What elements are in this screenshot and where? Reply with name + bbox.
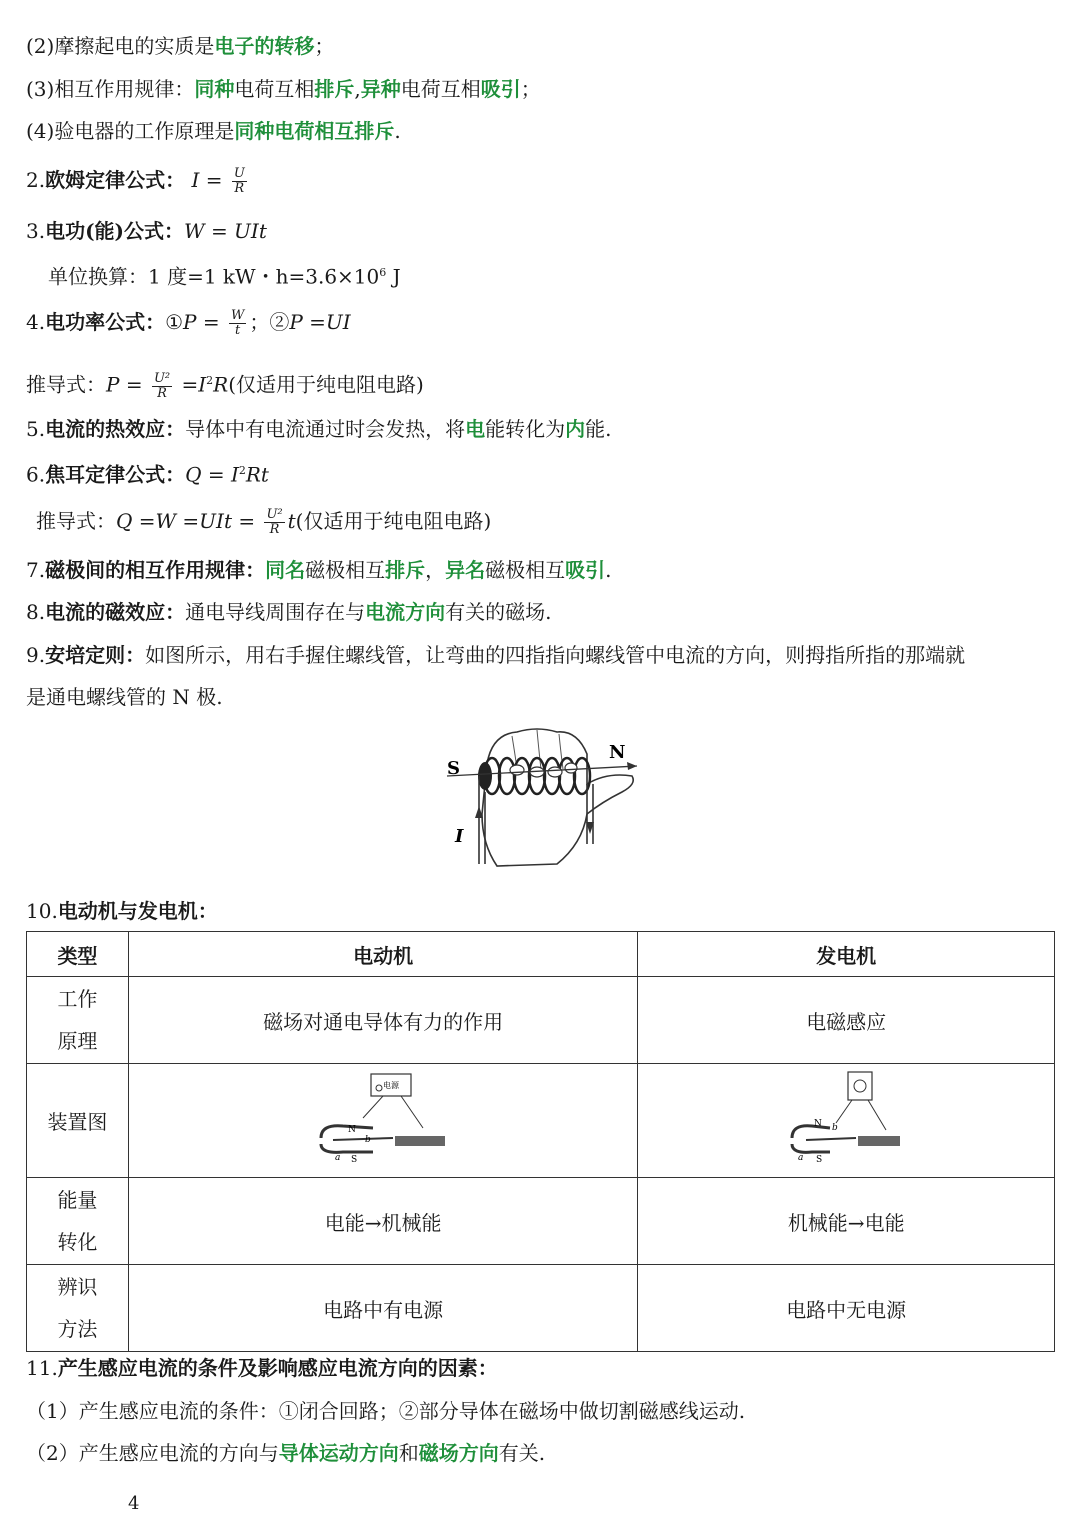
fraction-u2-over-r: $\frac{\text{U²}}{R}$ bbox=[153, 370, 171, 401]
line-ampere-rule-cont: 是通电螺线管的 N 极. bbox=[26, 685, 223, 709]
line-electroscope: (4)验电器的工作原理是同种电荷相互排斥. bbox=[26, 119, 401, 143]
header-type: 类型 bbox=[27, 932, 129, 977]
line-electric-work: 3.电功(能)公式：W = UIt bbox=[26, 219, 267, 243]
line-ohms-law: 2.欧姆定律公式： I = $\frac{U}{R}$ bbox=[26, 166, 245, 196]
fraction-w-over-t: $\frac{W}{t}$ bbox=[230, 308, 245, 338]
motor-a-label: a bbox=[335, 1153, 341, 1163]
generator-n-label: N bbox=[814, 1119, 823, 1129]
motor-n-label: N bbox=[348, 1125, 357, 1135]
line-joule-derivation: 推导式：Q =W =UIt = $\frac{\text{U²}}{R}$ t(仅适用于纯电阻电路) bbox=[36, 507, 492, 537]
row-label-energy: 能量 转化 bbox=[27, 1178, 129, 1265]
right-hand-rule-figure bbox=[437, 724, 647, 878]
motor-device-diagram bbox=[128, 1064, 638, 1178]
line-ampere-rule: 9.安培定则：如图所示，用右手握住螺线管，让弯曲的四指指向螺线管中电流的方向，则拇指所指的那端就 bbox=[26, 643, 966, 667]
power-supply-label: 电源 bbox=[383, 1081, 400, 1090]
motor-s-label: S bbox=[351, 1155, 358, 1165]
current-label: I bbox=[455, 826, 464, 847]
line-power-derivation: 推导式：P = $\frac{\text{U²}}{R}$ $=I^2R$(仅适用于纯电阻电路) bbox=[26, 370, 424, 401]
motor-principle: 磁场对通电导体有力的作用 bbox=[128, 977, 638, 1064]
generator-identify: 电路中无电源 bbox=[638, 1265, 1055, 1352]
header-generator: 发电机 bbox=[638, 932, 1055, 977]
line-heating-effect: 5.电流的热效应：导体中有电流通过时会发热，将电能转化为内能. bbox=[26, 417, 612, 441]
line-induction-conditions: （1）产生感应电流的条件：①闭合回路；②部分导体在磁场中做切割磁感线运动. bbox=[26, 1399, 746, 1423]
line-magnetic-poles: 7.磁极间的相互作用规律：同名磁极相互排斥，异名磁极相互吸引. bbox=[26, 558, 612, 582]
page-number: 4 bbox=[128, 1493, 140, 1514]
line-interaction-rule: (3)相互作用规律：同种电荷互相排斥,异种电荷互相吸引； bbox=[26, 77, 541, 101]
generator-b-label: b bbox=[832, 1123, 838, 1133]
line-unit-conversion: 单位换算：1 度=1 kW・$h=3.6\times 10^6$ J bbox=[48, 264, 401, 289]
row-label-device: 装置图 bbox=[27, 1064, 129, 1178]
line-induction-direction: （2）产生感应电流的方向与导体运动方向和磁场方向有关. bbox=[26, 1441, 546, 1465]
generator-energy: 机械能→电能 bbox=[638, 1178, 1055, 1265]
generator-principle: 电磁感应 bbox=[638, 977, 1055, 1064]
line-motor-generator-heading: 10.电动机与发电机： bbox=[26, 899, 218, 923]
north-pole-label: N bbox=[609, 742, 626, 763]
row-label-principle: 工作 原理 bbox=[27, 977, 129, 1064]
generator-device-diagram bbox=[638, 1064, 1055, 1178]
line-induction-heading: 11.产生感应电流的条件及影响感应电流方向的因素： bbox=[26, 1356, 498, 1380]
line-power-formula: 4.电功率公式：①P = $\frac{W}{t}$ ；②P =UI bbox=[26, 308, 351, 338]
line-joule-law: 6.焦耳定律公式：$Q = I^2Rt$ bbox=[26, 462, 269, 487]
south-pole-label: S bbox=[447, 758, 460, 779]
motor-identify: 电路中有电源 bbox=[128, 1265, 638, 1352]
motor-generator-table bbox=[26, 931, 1055, 1352]
generator-a-label: a bbox=[798, 1153, 804, 1163]
line-magnetic-effect: 8.电流的磁效应：通电导线周围存在与电流方向有关的磁场. bbox=[26, 600, 552, 624]
header-motor: 电动机 bbox=[128, 932, 638, 977]
generator-s-label: S bbox=[816, 1155, 823, 1165]
motor-b-label: b bbox=[365, 1135, 371, 1145]
fraction-u2-over-r-2: $\frac{\text{U²}}{R}$ bbox=[266, 507, 283, 537]
line-friction-essence: (2)摩擦起电的实质是电子的转移； bbox=[26, 34, 335, 58]
motor-energy: 电能→机械能 bbox=[128, 1178, 638, 1265]
row-label-identify: 辨识 方法 bbox=[27, 1265, 129, 1352]
fraction-u-over-r: $\frac{U}{R}$ bbox=[233, 166, 245, 196]
